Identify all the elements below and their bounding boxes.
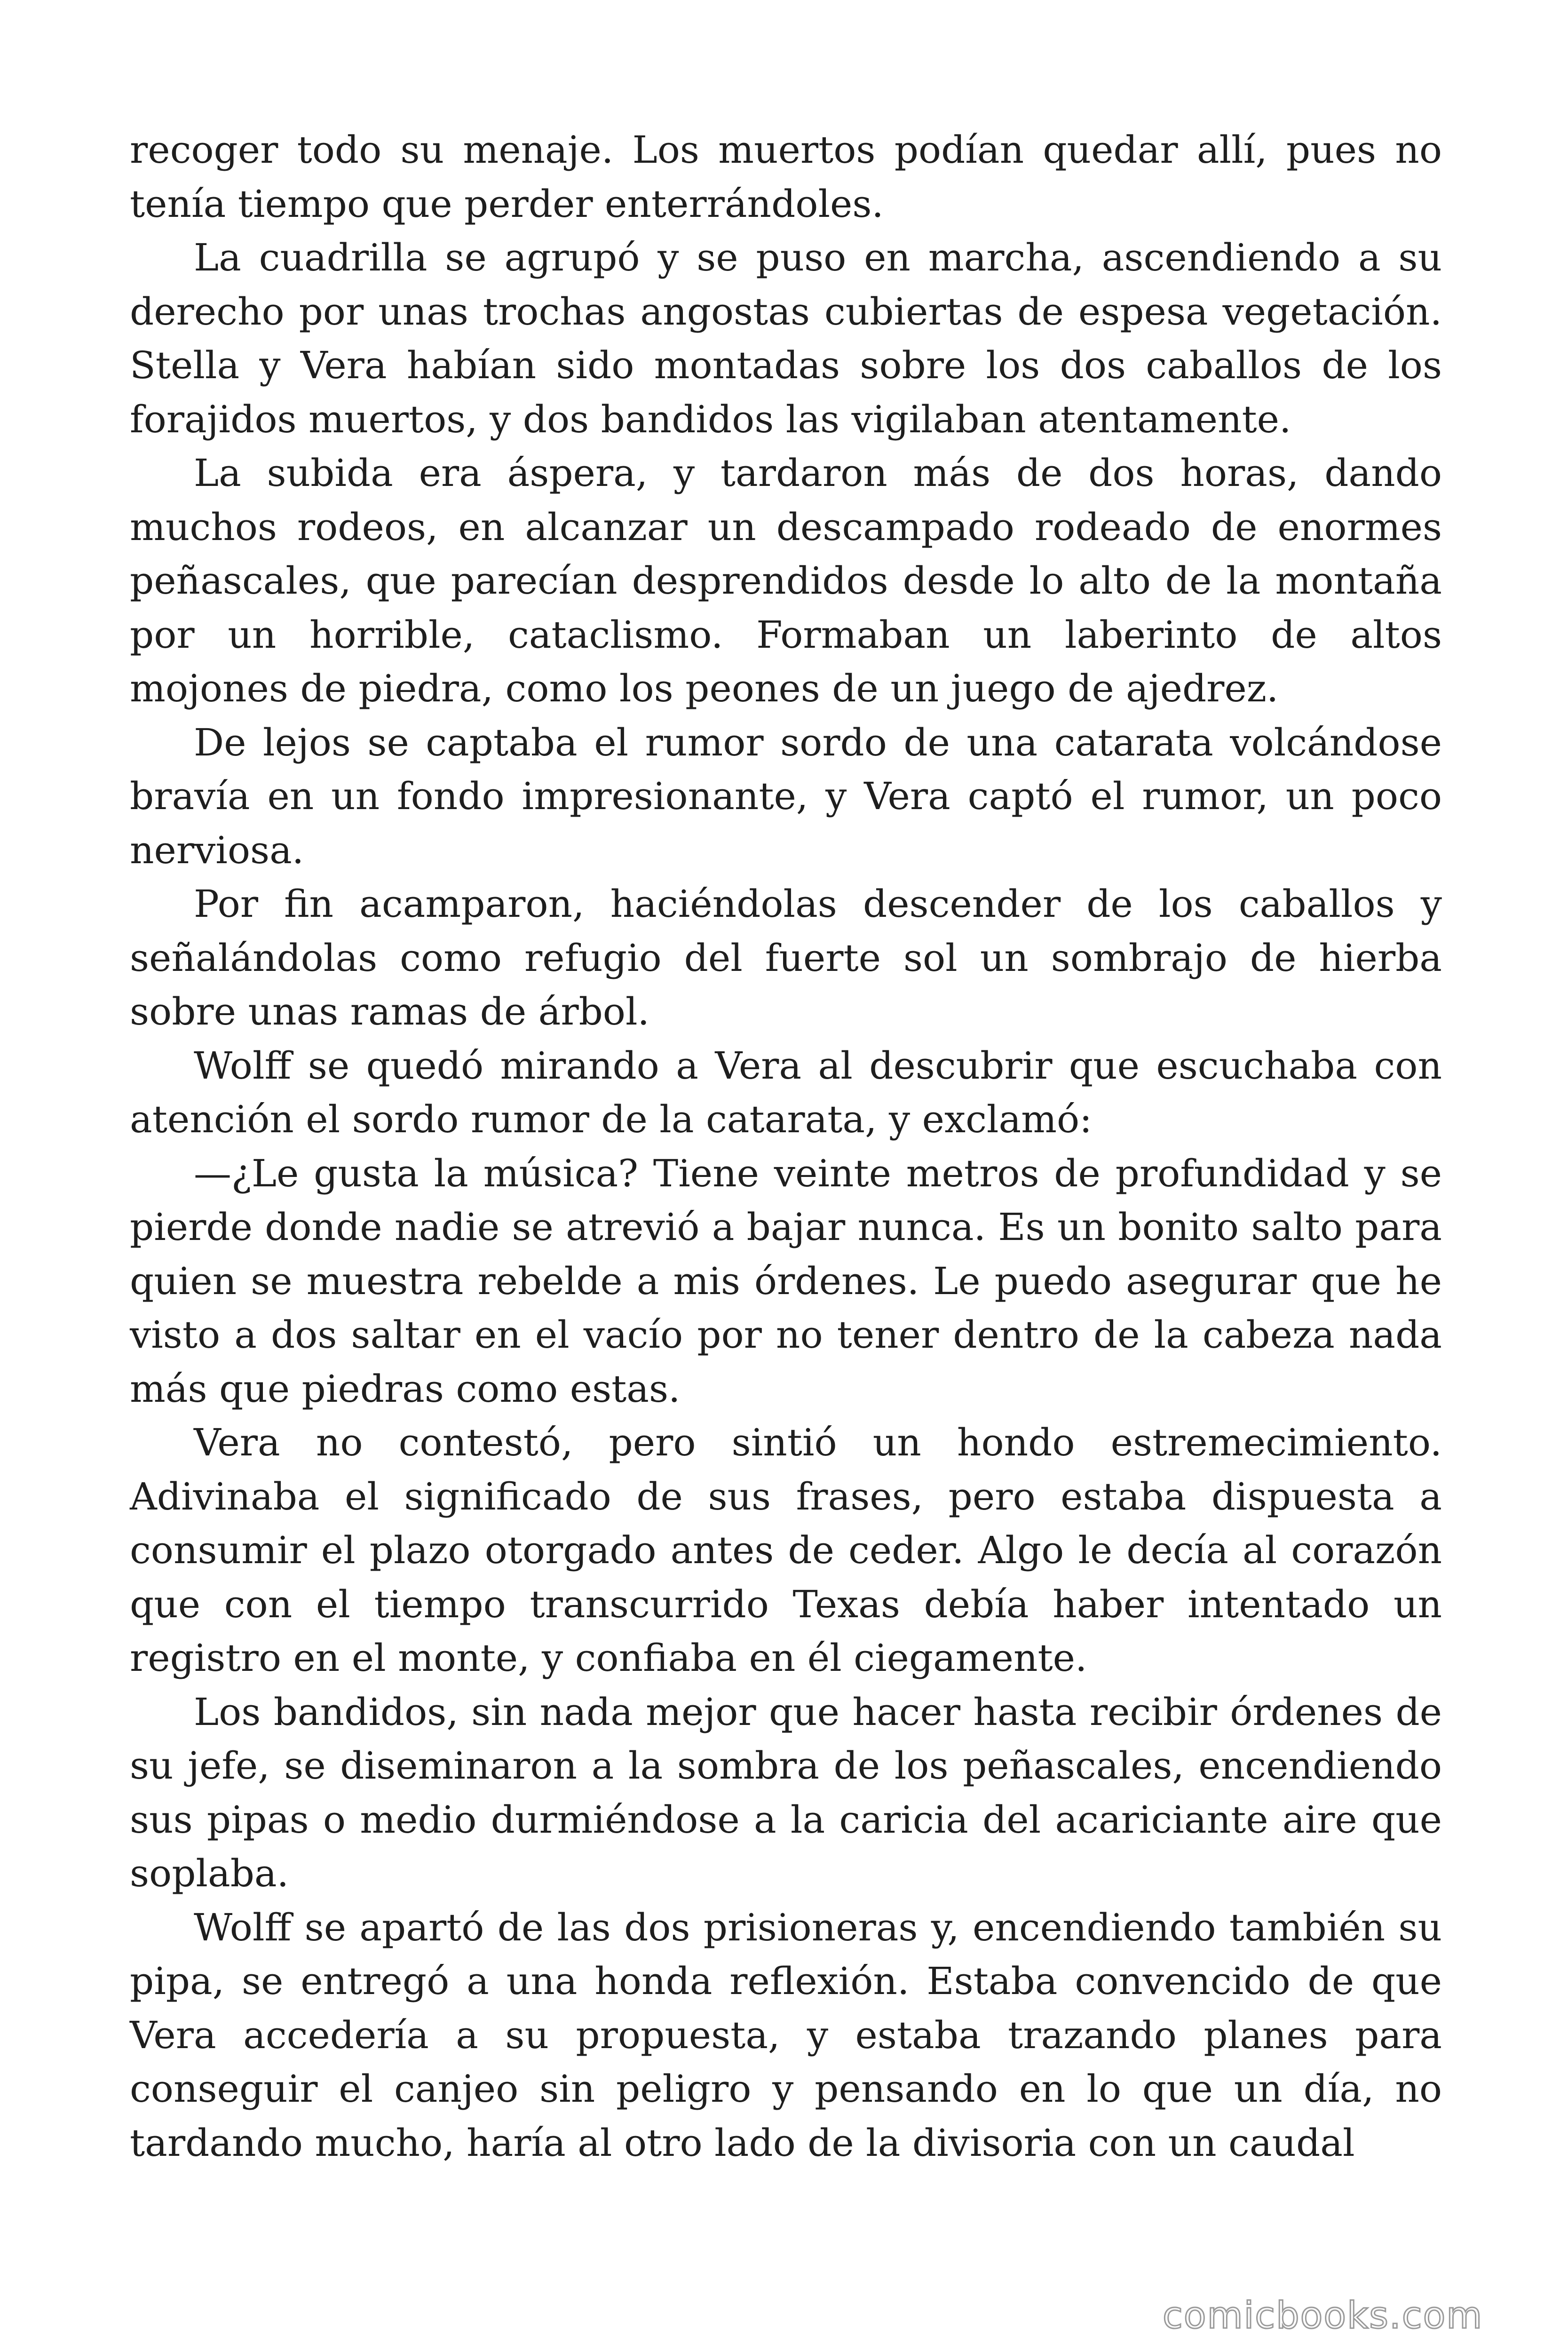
paragraph: Vera no contestó, pero sintió un hondo estremecimiento. Adivinaba el significado de sus frases, pero estaba dispuesta a consumir el plazo otorgado antes de ceder. Algo le decía al corazón que con el tiempo transcurrido Texas debía haber intentado un registro en el monte, y confiaba en él ciegamente. [130,1421,1442,1680]
paragraph: De lejos se captaba el rumor sordo de una catarata volcándose bravía en un fondo impresionante, y Vera captó el rumor, un poco nerviosa. [130,720,1442,872]
paragraph: Wolff se apartó de las dos prisioneras y, encendiendo también su pipa, se entregó a una honda reflexión. Estaba convencido de que Vera accedería a su propuesta, y estaba trazando planes para conseguir el canjeo sin peligro y pensando en lo que un día, no tardando mucho, haría al otro lado de la divisoria con un caudal [130,1905,1442,2165]
watermark: comicbooks.com [1163,2295,1483,2337]
paragraph: Wolff se quedó mirando a Vera al descubrir que escuchaba con atención el sordo rumor de la catarata, y exclamó: [130,1043,1442,1141]
paragraph: Los bandidos, sin nada mejor que hacer hasta recibir órdenes de su jefe, se diseminaron a la sombra de los peñascales, encendiendo sus pipas o medio durmiéndose a la caricia del acariciante aire que soplaba. [130,1690,1442,1895]
book-page-text [130,123,1442,2170]
paragraph: Por fin acamparon, haciéndolas descender de los caballos y señalándolas como refugio del fuerte sol un sombrajo de hierba sobre unas ramas de árbol. [130,882,1442,1033]
dialogue-paragraph: —¿Le gusta la música? Tiene veinte metros de profundidad y se pierde donde nadie se atrevió a bajar nunca. Es un bonito salto para quien se muestra rebelde a mis órdenes. Le puedo asegurar que he visto a dos saltar en el vacío por no tener dentro de la cabeza nada más que piedras como estas. [130,1151,1442,1411]
paragraph: La cuadrilla se agrupó y se puso en marcha, ascendiendo a su derecho por unas trochas angostas cubiertas de espesa vegetación. Stella y Vera habían sido montadas sobre los dos caballos de los forajidos muertos, y dos bandidos las vigilaban atentamente. [130,236,1442,441]
paragraph: La subida era áspera, y tardaron más de dos horas, dando muchos rodeos, en alcanzar un descampado rodeado de enormes peñascales, que parecían desprendidos desde lo alto de la montaña por un horrible, cataclismo. Formaban un laberinto de altos mojones de piedra, como los peones de un juego de ajedrez. [130,451,1442,710]
paragraph-continuation: recoger todo su menaje. Los muertos podían quedar allí, pues no tenía tiempo que perder enterrándoles. [130,128,1442,226]
